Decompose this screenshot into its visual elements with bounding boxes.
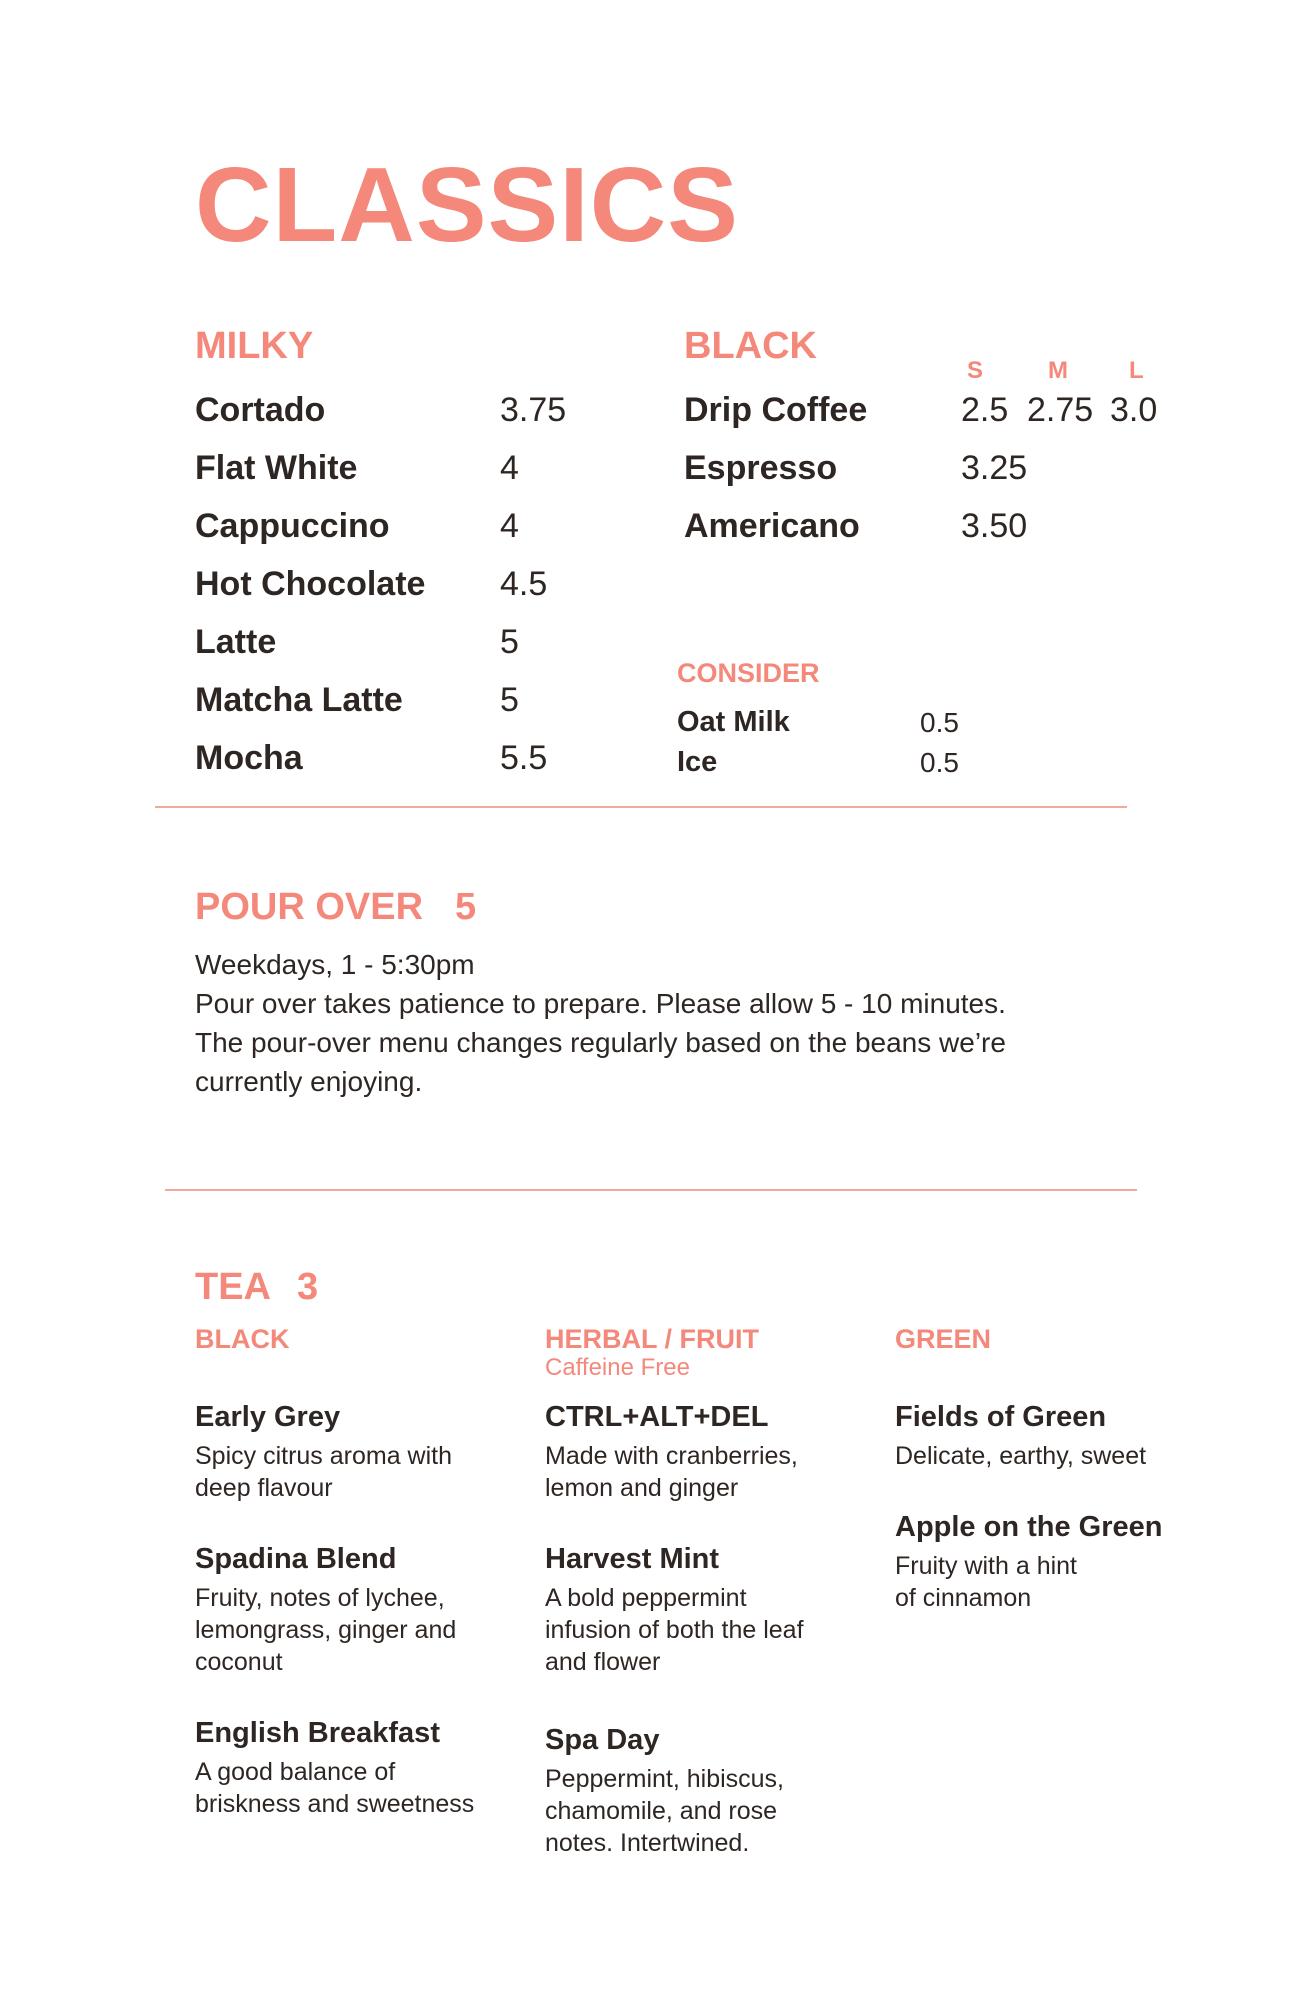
tea-column-heading-green: GREEN — [895, 1324, 992, 1354]
consider-heading: CONSIDER — [677, 658, 820, 688]
tea-heading: TEA — [195, 1266, 271, 1308]
tea-description-line: lemon and ginger — [545, 1474, 739, 1502]
tea-description-line: and flower — [545, 1648, 661, 1676]
tea-price: 3 — [297, 1266, 319, 1308]
size-label-medium: M — [1048, 357, 1068, 384]
menu-item-name: Hot Chocolate — [195, 565, 426, 603]
tea-description-line: notes. Intertwined. — [545, 1829, 750, 1857]
tea-item-name: Early Grey — [195, 1401, 341, 1433]
tea-column-heading-herbal: HERBAL / FRUIT — [545, 1324, 759, 1354]
tea-item-name: CTRL+ALT+DEL — [545, 1401, 769, 1433]
menu-item-name: Cortado — [195, 391, 326, 429]
menu-item-price: 3.75 — [500, 391, 567, 429]
tea-item-name: Fields of Green — [895, 1401, 1107, 1433]
tea-item-name: Harvest Mint — [545, 1543, 720, 1575]
pour-over-description: currently enjoying. — [195, 1066, 423, 1097]
menu-item-name: Flat White — [195, 449, 358, 487]
tea-description-line: A bold peppermint — [545, 1584, 747, 1612]
menu-item-name: Espresso — [684, 449, 838, 487]
divider — [155, 806, 1127, 808]
tea-item-name: Spadina Blend — [195, 1543, 397, 1575]
tea-item-description — [195, 1440, 452, 1504]
tea-item-description — [545, 1763, 784, 1859]
tea-description-line: lemongrass, ginger and — [195, 1616, 457, 1644]
pour-over-description: Pour over takes patience to prepare. Please allow 5 - 10 minutes. — [195, 988, 1006, 1019]
tea-item-description — [545, 1440, 798, 1504]
tea-description-line: Fruity, notes of lychee, — [195, 1584, 445, 1612]
divider — [165, 1189, 1137, 1191]
tea-description-line: A good balance of — [195, 1758, 396, 1786]
caffeine-free-note: Caffeine Free — [545, 1354, 690, 1381]
menu-item-price: 5.5 — [500, 739, 548, 777]
tea-item-description — [195, 1756, 474, 1820]
tea-description-line: Delicate, earthy, sweet — [895, 1442, 1147, 1470]
addon-name: Ice — [677, 746, 718, 778]
menu-item-price: 3.25 — [961, 449, 1028, 487]
menu-item-price-medium: 2.75 — [1027, 391, 1094, 429]
menu-item-price: 4 — [500, 507, 519, 545]
tea-description-line: Made with cranberries, — [545, 1442, 798, 1470]
menu-item-name: Matcha Latte — [195, 681, 403, 719]
menu-item-name: Americano — [684, 507, 860, 545]
tea-description-line: briskness and sweetness — [195, 1790, 475, 1818]
size-label-small: S — [967, 357, 984, 384]
milky-heading: MILKY — [195, 325, 314, 367]
tea-description-line: coconut — [195, 1648, 283, 1676]
menu-item-price: 4 — [500, 449, 519, 487]
tea-item-name: Apple on the Green — [895, 1511, 1163, 1543]
tea-description-line: deep flavour — [195, 1474, 333, 1502]
addon-price: 0.5 — [920, 707, 959, 738]
tea-item-name: Spa Day — [545, 1724, 660, 1756]
tea-description-line: infusion of both the leaf — [545, 1616, 804, 1644]
pour-over-hours: Weekdays, 1 - 5:30pm — [195, 949, 475, 980]
tea-description-line: Fruity with a hint — [895, 1552, 1078, 1580]
pour-over-description: The pour-over menu changes regularly based on the beans we’re — [195, 1027, 1006, 1058]
black-heading: BLACK — [684, 325, 817, 367]
menu-item-price: 5 — [500, 681, 519, 719]
menu-item-price: 4.5 — [500, 565, 548, 603]
menu-item-price-small: 2.5 — [961, 391, 1009, 429]
menu-item-name: Cappuccino — [195, 507, 390, 545]
tea-item-name: English Breakfast — [195, 1717, 440, 1749]
size-label-large: L — [1129, 357, 1144, 384]
tea-description-line: of cinnamon — [895, 1584, 1032, 1612]
tea-item-description — [895, 1550, 1077, 1614]
addon-name: Oat Milk — [677, 706, 790, 738]
tea-description-line: Peppermint, hibiscus, — [545, 1765, 785, 1793]
tea-description-line: Spicy citrus aroma with — [195, 1442, 453, 1470]
tea-item-description — [545, 1582, 804, 1678]
tea-column-heading-black: BLACK — [195, 1324, 290, 1354]
menu-item-price-large: 3.0 — [1110, 391, 1158, 429]
tea-description-line: chamomile, and rose — [545, 1797, 778, 1825]
addon-price: 0.5 — [920, 747, 959, 778]
tea-item-description — [195, 1582, 456, 1678]
menu-item-name: Mocha — [195, 739, 303, 777]
menu-item-price: 5 — [500, 623, 519, 661]
pour-over-heading: POUR OVER — [195, 886, 424, 928]
tea-item-description — [895, 1440, 1146, 1472]
menu-item-price: 3.50 — [961, 507, 1028, 545]
menu-item-name: Drip Coffee — [684, 391, 868, 429]
page-title: CLASSICS — [195, 146, 739, 264]
pour-over-price: 5 — [455, 886, 477, 928]
menu-item-name: Latte — [195, 623, 277, 661]
